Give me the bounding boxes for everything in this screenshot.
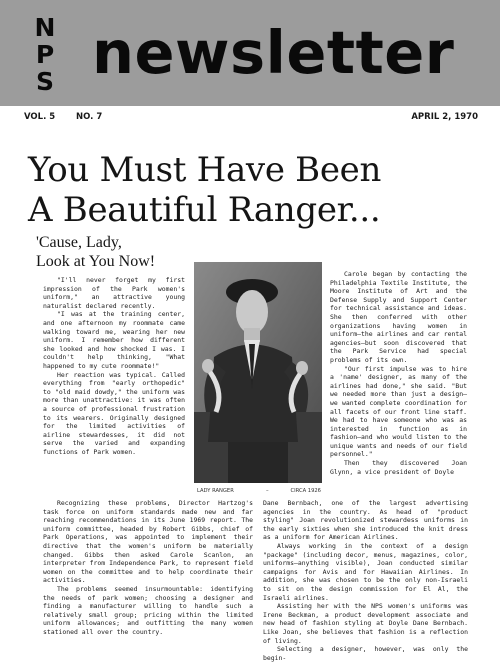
paragraph: "I'll never forget my first impression of the Park women's uniform," an attractive young naturalist declared recently. [43,276,185,310]
issue-info-bar [0,112,500,126]
bottom-left-column [43,499,253,637]
newsletter-title: newsletter [92,18,455,87]
paragraph: Her reaction was typical. Called everything from "early orthopedic" to "old maid dowdy," the uniform was more than unattractive: it was often a source of professional frustration to its wearers. Originally designed for the limited activities of airline stewardesses, it did not serve the varied and expanding functions of Park women. [43,370,185,456]
caption-right: CIRCA 1926 [290,488,321,494]
article-headline [28,150,478,230]
photo-caption [193,487,323,496]
paragraph: Recognizing these problems, Director Hartzog's task force on uniform standards made new and far reaching recommendations in its June 1969 report. The uniform committee, headed by Robert Gibbs, chief of Park Operations, was appointed to implement their directive that the women's uniform be materially changed. Gibbs then asked Carole Scanlon, an interpreter from Independence Park, to represent field women on the committee and to help coordinate their activities. [43,499,253,585]
issue-date: APRIL 2, 1970 [411,112,478,122]
nps-letter-p: P [35,40,55,69]
bottom-right-column [263,499,468,662]
paragraph: Then they discovered Joan Glynn, a vice president of Doyle [330,459,467,476]
lady-ranger-photo [194,262,322,483]
masthead [0,0,500,106]
issue-number: NO. 7 [76,112,103,122]
paragraph: "Our first impulse was to hire a 'name' designer, as many of the airlines had done," she said. "But we needed more than just a design—we wanted complete coordination for all facets of our front line staff. We had to have someone who was as interested in function as in fashion—and who would listen to the unique wants and needs of our field personnel." [330,364,467,459]
paragraph: Always working in the context of a design "package" (including decor, menus, magazines, color, uniforms—anything visible), Joan conducted similar campaigns for Avis and for Hawaiian Airlines. In addition, she was chosen to be the only non-Israeli to sit on the design commission for El Al, the Israeli airlines. [263,541,468,602]
lady-ranger-illustration [194,262,322,483]
paragraph: Carole began by contacting the Philadelphia Textile Institute, the Moore Institute of Art and the Defense Supply and Support Center for technical assistance and ideas. She then conferred with other organizations having women in uniform—the airlines and car rental agencies—but soon discovered that the Park Service had special problems of its own. [330,270,467,364]
headline-line-1: You Must Have Been [28,150,382,190]
article-column-right [330,270,467,495]
paragraph: Assisting her with the NPS women's uniforms was Irene Beckman, a product development associate and new head of fashion styling at Doyle Dane Bernbach. Like Joan, she believes that fashion is a reflection of living. [263,602,468,645]
nps-letter-n: N [34,13,56,42]
paragraph: Selecting a designer, however, was only the begin- [263,645,468,662]
nps-letter-s: S [35,67,54,96]
paragraph: Dane Bernbach, one of the largest advertising agencies in the country. As head of "product styling" Joan revolutionized stewardess uniforms in the early sixties when she introduced the knit dress as a uniform for American Airlines. [263,499,468,542]
subhead-line-2: Look at You Now! [36,253,156,270]
article-subhead [36,233,186,271]
caption-dash: – [266,488,269,494]
headline-line-2: A Beautiful Ranger... [28,190,381,230]
nps-logo [27,14,63,95]
subhead-line-1: 'Cause, Lady, [36,234,122,251]
caption-left: LADY RANGER [197,488,234,494]
article-bottom-columns [43,499,468,663]
issue-volume: VOL. 5 [24,112,56,122]
article-column-left [43,276,185,498]
paragraph: The problems seemed insurmountable: identifying the needs of park women; choosing a designer and finding a manufacturer willing to handle such a relatively small group; pricing within the limited uniform allowances; and outfitting the many women stationed all over the country. [43,584,253,636]
paragraph: "I was at the training center, and one afternoon my roommate came walking toward me, wearing her new uniform. I remember how different she looked and how shocked I was. I couldn't help thinking, "What happened to my cute roommate!" [43,310,185,370]
